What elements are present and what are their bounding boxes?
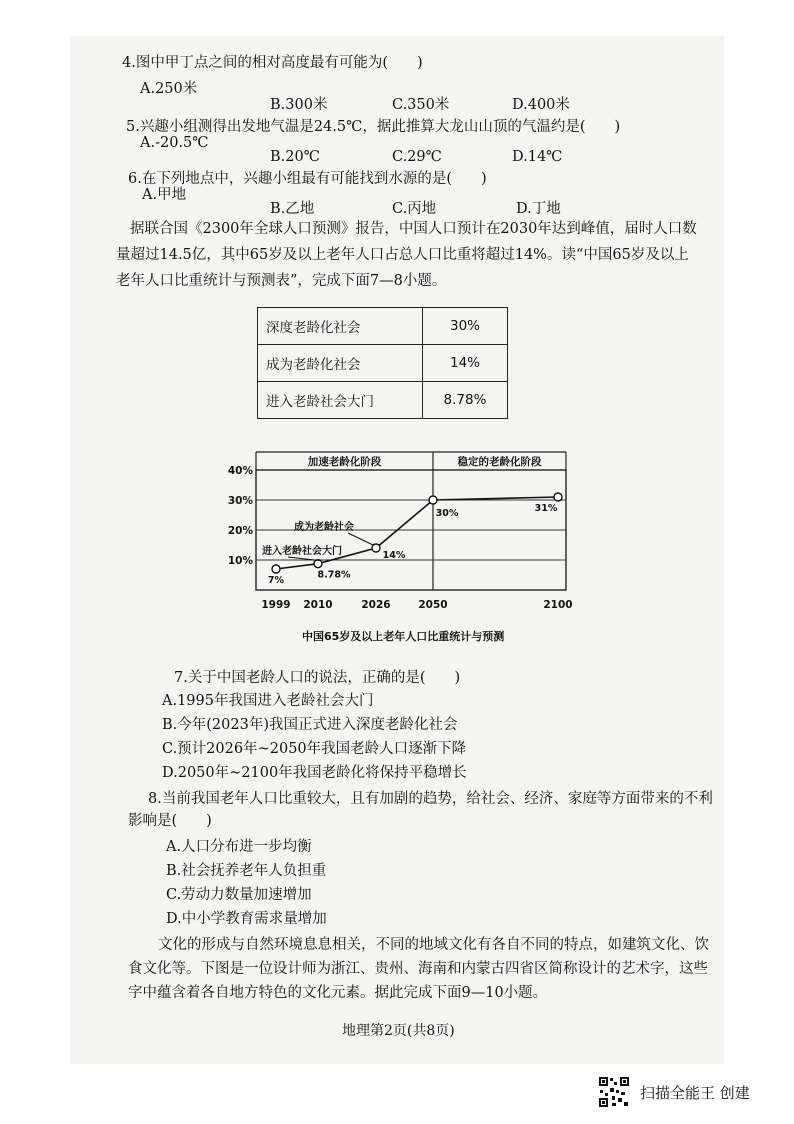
annotation-label: 进入老龄社会大门 — [262, 546, 342, 557]
intro-line-1: 据联合国《2300年全球人口预测》报告，中国人口预计在2030年达到峰值，届时人口数 — [130, 221, 697, 237]
data-point — [554, 493, 562, 501]
q7-option-a: A.1995年我国进入老龄社会大门 — [162, 693, 374, 709]
data-label: 31% — [534, 503, 558, 514]
y-tick-label: 40% — [228, 465, 253, 477]
data-label: 8.78% — [317, 569, 351, 581]
annotation-label: 成为老龄社会 — [294, 522, 354, 533]
q4-option-c: C.350米 — [392, 97, 450, 113]
table-cell-label: 深度老龄化社会 — [258, 308, 423, 345]
x-tick-label: 2010 — [303, 599, 333, 611]
table-cell-value: 8.78% — [423, 382, 508, 419]
q4-option-a: A.250米 — [140, 81, 198, 97]
data-point — [272, 565, 280, 573]
x-tick-label: 2026 — [361, 599, 391, 611]
table-row — [258, 345, 508, 382]
data-point — [429, 496, 437, 504]
q6-option-c: C.丙地 — [392, 201, 437, 217]
table-cell-label: 成为老龄化社会 — [258, 345, 423, 382]
phase-label: 稳定的老龄化阶段 — [457, 456, 542, 468]
q7-option-b: B.今年(2023年)我国正式进入深度老龄化社会 — [162, 717, 458, 733]
table-cell-label: 进入老龄社会大门 — [258, 382, 423, 419]
question-8-line-2: 影响是( ) — [128, 813, 212, 829]
culture-line-1: 文化的形成与自然环境息息相关，不同的地域文化有各自不同的特点，如建筑文化、饮 — [158, 937, 709, 953]
q7-option-c: C.预计2026年~2050年我国老龄人口逐渐下降 — [162, 741, 467, 757]
q5-option-d: D.14℃ — [512, 149, 563, 165]
intro-line-3: 老年人口比重统计与预测表”，完成下面7—8小题。 — [116, 273, 447, 289]
q4-option-b: B.300米 — [270, 97, 328, 113]
table-cell-value: 14% — [423, 345, 508, 382]
intro-line-2: 量超过14.5亿，其中65岁及以上老年人口占总人口比重将超过14%。读“中国65岁及以上 — [116, 247, 689, 263]
q8-option-c: C.劳动力数量加速增加 — [166, 887, 312, 903]
annotation-arrow — [348, 533, 373, 545]
page-footer: 地理第2页(共8页) — [342, 1023, 455, 1039]
question-8-line-1: 8.当前我国老年人口比重较大，且有加剧的趋势，给社会、经济、家庭等方面带来的不利 — [148, 791, 713, 807]
question-7: 7.关于中国老龄人口的说法，正确的是( ) — [174, 670, 461, 686]
q8-option-a: A.人口分布进一步均衡 — [166, 839, 312, 855]
x-tick-label: 2050 — [418, 599, 448, 611]
qr-code-icon — [598, 1076, 630, 1108]
q8-option-b: B.社会抚养老年人负担重 — [166, 863, 327, 879]
q6-option-a: A.甲地 — [142, 187, 187, 203]
data-label: 7% — [267, 575, 285, 586]
table-cell-value: 30% — [423, 308, 508, 345]
q6-option-d: D.丁地 — [516, 201, 561, 217]
phase-label: 加速老龄化阶段 — [307, 456, 382, 468]
culture-line-3: 字中蕴含着各自地方特色的文化元素。据此完成下面9—10小题。 — [128, 985, 548, 1001]
x-tick-label: 1999 — [261, 599, 291, 611]
q6-option-b: B.乙地 — [270, 201, 315, 217]
data-label: 30% — [435, 508, 459, 519]
table-row — [258, 382, 508, 419]
series-line — [276, 497, 558, 569]
data-point — [372, 544, 380, 552]
culture-line-2: 食文化等。下图是一位设计师为浙江、贵州、海南和内蒙古四省区简称设计的艺术字，这些 — [128, 961, 708, 977]
y-tick-label: 30% — [228, 495, 253, 507]
data-label: 14% — [382, 550, 406, 561]
scanner-brand: 扫描全能王 创建 — [640, 1084, 750, 1102]
q7-option-d: D.2050年~2100年我国老龄化将保持平稳增长 — [162, 765, 467, 781]
x-tick-label: 2100 — [543, 599, 573, 611]
aging-line-chart — [228, 440, 588, 636]
question-4: 4.图中甲丁点之间的相对高度最有可能为( ) — [122, 55, 423, 71]
table-row — [258, 308, 508, 345]
aging-stats-table — [257, 307, 508, 419]
q8-option-d: D.中小学教育需求量增加 — [166, 911, 327, 927]
q5-option-b: B.20℃ — [270, 149, 320, 165]
q4-option-d: D.400米 — [512, 97, 570, 113]
chart-title: 中国65岁及以上老年人口比重统计与预测 — [302, 630, 505, 643]
question-6: 6.在下列地点中，兴趣小组最有可能找到水源的是( ) — [128, 171, 487, 187]
y-tick-label: 10% — [228, 555, 253, 567]
q5-option-a: A.-20.5℃ — [140, 135, 209, 151]
y-tick-label: 20% — [228, 525, 253, 537]
question-5: 5.兴趣小组测得出发地气温是24.5℃，据此推算大龙山山顶的气温约是( ) — [126, 119, 621, 135]
q5-option-c: C.29℃ — [392, 149, 442, 165]
